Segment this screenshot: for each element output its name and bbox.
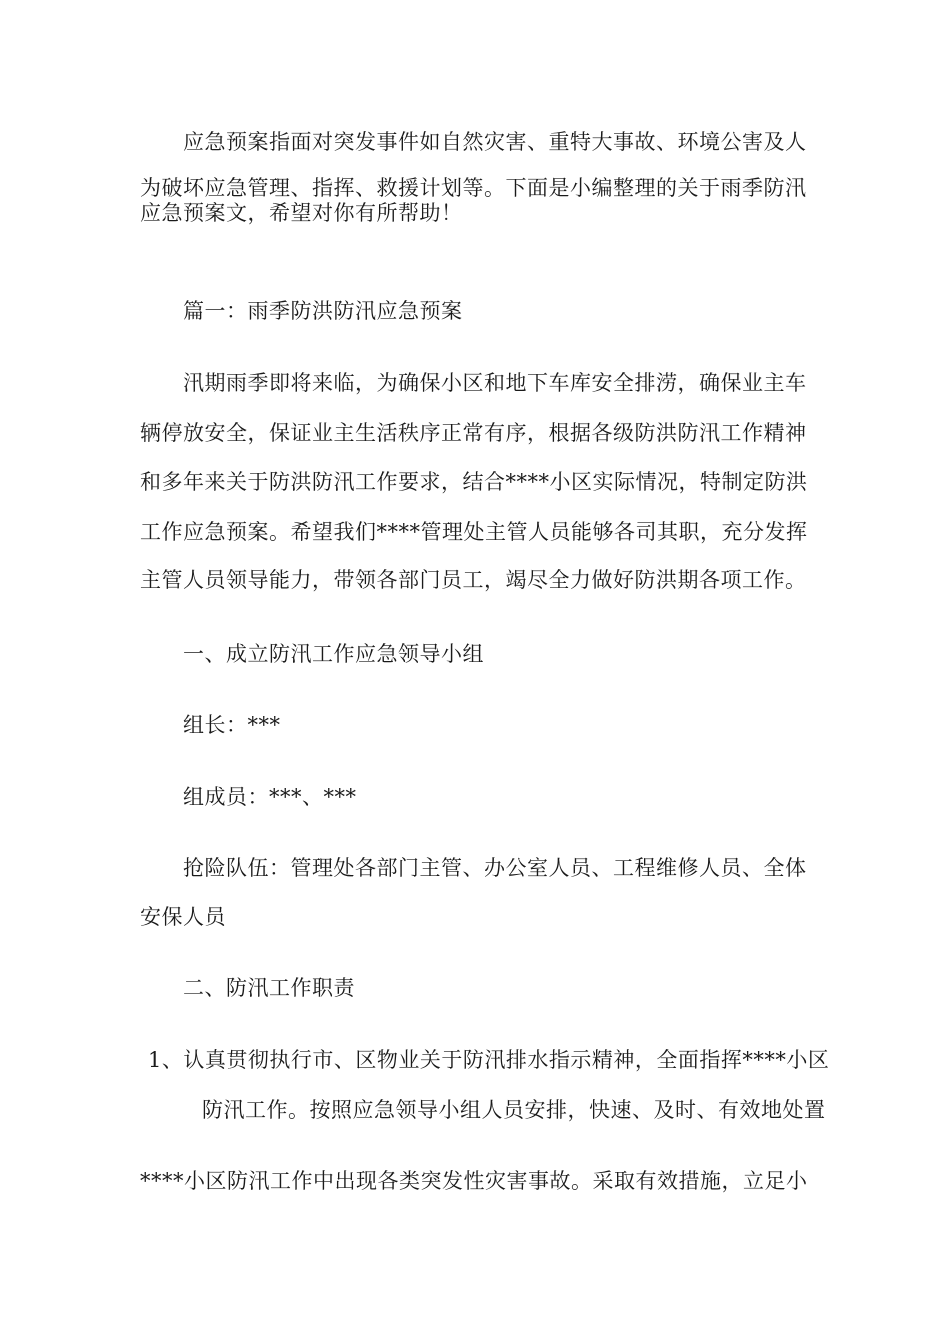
item1-line-1: 1、认真贯彻执行市、区物业关于防汛排水指示精神，全面指挥****小区 — [148, 1048, 830, 1072]
para1-line-3: 和多年来关于防洪防汛工作要求，结合****小区实际情况，特制定防洪 — [140, 470, 808, 494]
members-line: 组成员：***、*** — [183, 785, 357, 809]
chapter-title: 篇一：雨季防洪防汛应急预案 — [183, 299, 463, 323]
item1-line-3: ****小区防汛工作中出现各类突发性灾害事故。采取有效措施，立足小 — [140, 1169, 808, 1193]
intro-line-2: 为破坏应急管理、指挥、救援计划等。下面是小编整理的关于雨季防汛 — [140, 176, 807, 200]
para1-line-5: 主管人员领导能力，带领各部门员工，竭尽全力做好防洪期各项工作。 — [140, 568, 807, 592]
intro-line-1: 应急预案指面对突发事件如自然灾害、重特大事故、环境公害及人 — [183, 130, 807, 154]
section2-title: 二、防汛工作职责 — [183, 976, 355, 1000]
team-line-2: 安保人员 — [140, 905, 226, 929]
leader-line: 组长：*** — [183, 713, 281, 737]
team-line-1: 抢险队伍：管理处各部门主管、办公室人员、工程维修人员、全体 — [183, 856, 807, 880]
section1-title: 一、成立防汛工作应急领导小组 — [183, 642, 484, 666]
para1-line-2: 辆停放安全，保证业主生活秩序正常有序，根据各级防洪防汛工作精神 — [140, 421, 807, 445]
intro-line-3: 应急预案文，希望对你有所帮助！ — [140, 201, 463, 225]
para1-line-1: 汛期雨季即将来临，为确保小区和地下车库安全排涝，确保业主车 — [183, 371, 807, 395]
item1-line-2: 防汛工作。按照应急领导小组人员安排，快速、及时、有效地处置 — [202, 1098, 826, 1122]
para1-line-4: 工作应急预案。希望我们****管理处主管人员能够各司其职，充分发挥 — [140, 520, 808, 544]
